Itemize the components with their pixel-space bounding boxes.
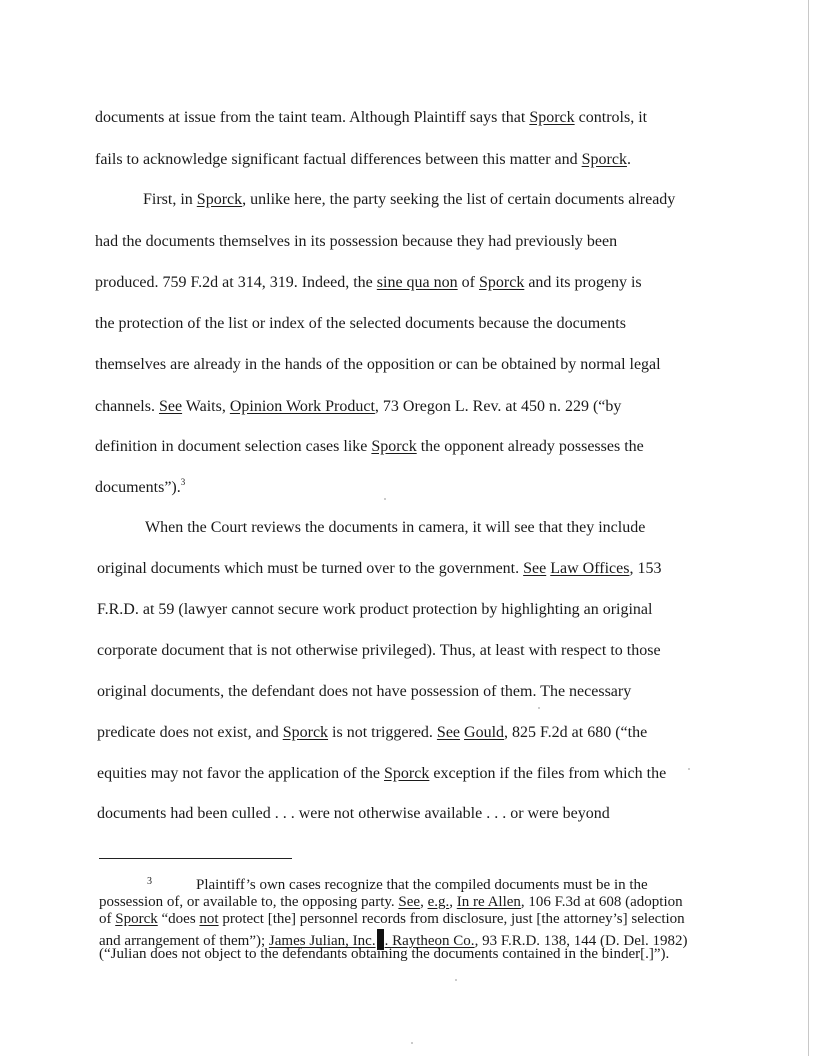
case-citation: Sporck <box>282 724 329 741</box>
text: , 153 <box>629 560 662 577</box>
page-edge <box>808 0 809 1056</box>
text: , <box>449 894 457 910</box>
signal-see: See <box>523 560 547 577</box>
footnote-number: 3 <box>147 876 152 887</box>
scan-speck <box>688 768 690 770</box>
body-line <box>97 600 652 620</box>
text: , <box>420 894 428 910</box>
case-citation: Sporck <box>371 438 417 455</box>
text: documents”). <box>95 479 181 496</box>
article-title: Opinion Work Product <box>229 398 375 415</box>
body-line <box>95 108 647 128</box>
text: predicate does not exist, and <box>97 724 283 741</box>
text: of <box>99 911 116 927</box>
footnote-line <box>196 877 648 894</box>
footnote-separator <box>99 858 292 859</box>
footnote-line <box>99 946 669 963</box>
latin-phrase: sine qua non <box>376 274 458 291</box>
text: . <box>626 151 631 168</box>
emphasis: not <box>199 911 219 927</box>
text: , 106 F.3d at 608 (adoption <box>520 894 683 910</box>
body-line <box>95 232 617 252</box>
case-citation: Sporck <box>196 191 243 208</box>
case-citation: In re Allen <box>456 894 521 910</box>
text: is not triggered. <box>328 724 437 741</box>
text: produced. 759 F.2d at 314, 319. Indeed, the <box>95 274 377 291</box>
text: When the Court reviews the documents in camera, it will see that they include <box>145 519 646 536</box>
scan-speck <box>384 498 386 500</box>
body-line <box>95 355 661 375</box>
text: the protection of the list or index of the selected documents because the documents <box>95 315 626 332</box>
signal-see: See <box>436 724 461 741</box>
text: Plaintiff’s own cases recognize that the compiled documents must be in the <box>196 877 648 893</box>
text: themselves are already in the hands of the opposition or can be obtained by normal legal <box>95 356 661 373</box>
body-line <box>95 314 626 334</box>
scan-speck <box>411 1042 413 1044</box>
text: F.R.D. at 59 (lawyer cannot secure work product protection by highlighting an original <box>97 601 653 618</box>
text: of <box>457 274 479 291</box>
case-citation: Sporck <box>478 274 525 291</box>
text: , unlike here, the party seeking the list of certain documents already <box>242 191 676 208</box>
footnote-reference: 3 <box>180 477 186 487</box>
case-citation: James Julian, Inc. <box>268 933 376 949</box>
text: channels. <box>95 398 159 415</box>
text: equities may not favor the application of the <box>97 765 385 782</box>
body-line <box>95 478 185 498</box>
body-line <box>143 190 675 210</box>
text: original documents, the defendant does not have possession of them. The necessary <box>97 683 632 700</box>
body-line <box>95 150 631 170</box>
text: First, in <box>143 191 197 208</box>
case-citation: Sporck <box>581 151 627 168</box>
text: , 73 Oregon L. Rev. at 450 n. 229 (“by <box>374 398 622 415</box>
text: controls, it <box>574 109 648 126</box>
body-line <box>95 437 644 457</box>
body-line <box>97 559 661 579</box>
text: , 93 F.R.D. 138, 144 (D. Del. 1982) <box>474 933 688 949</box>
signal-eg: e.g. <box>427 894 450 910</box>
case-citation: Sporck <box>384 765 430 782</box>
text: Waits, <box>182 398 230 415</box>
text: fails to acknowledge significant factual differences between this matter and <box>95 151 582 168</box>
body-line <box>97 804 610 824</box>
body-line <box>97 641 661 661</box>
footnote-line <box>99 894 683 911</box>
scan-speck <box>455 979 457 981</box>
body-line <box>97 682 631 702</box>
text: had the documents themselves in its possession because they had previously been <box>95 233 618 250</box>
text: protect [the] personnel records from disclosure, just [the attorney’s] selection <box>218 911 685 927</box>
text: corporate document that is not otherwise privileged). Thus, at least with respect to those <box>97 642 661 659</box>
text: documents had been culled . . . were not otherwise available . . . or were beyond <box>97 805 610 822</box>
text: possession of, or available to, the opposing party. <box>99 894 399 910</box>
body-line <box>95 273 642 293</box>
body-line <box>97 764 666 784</box>
case-citation: Gould <box>464 724 505 741</box>
text: exception if the files from which the <box>429 765 667 782</box>
text: and its progeny is <box>524 274 642 291</box>
case-citation: Sporck <box>115 911 158 927</box>
signal-see: See <box>158 398 183 415</box>
text: original documents which must be turned over to the government. <box>97 560 524 577</box>
text: and arrangement of them”); <box>99 933 269 949</box>
text: the opponent already possesses the <box>416 438 644 455</box>
case-citation: Sporck <box>529 109 575 126</box>
signal-see: See <box>398 894 421 910</box>
case-citation: . Raytheon Co. <box>384 933 475 949</box>
text: (“Julian does not object to the defendants obtaining the documents contained in the binder[.]”). <box>99 946 670 962</box>
body-line <box>97 723 647 743</box>
text: documents at issue from the taint team. Although Plaintiff says that <box>95 109 530 126</box>
case-citation: Law Offices <box>550 560 630 577</box>
body-line <box>145 518 645 538</box>
scan-speck <box>538 707 540 709</box>
footnote-line <box>99 911 685 928</box>
text: “does <box>157 911 200 927</box>
body-line <box>95 397 621 417</box>
text: definition in document selection cases like <box>95 438 372 455</box>
text: , 825 F.2d at 680 (“the <box>504 724 648 741</box>
